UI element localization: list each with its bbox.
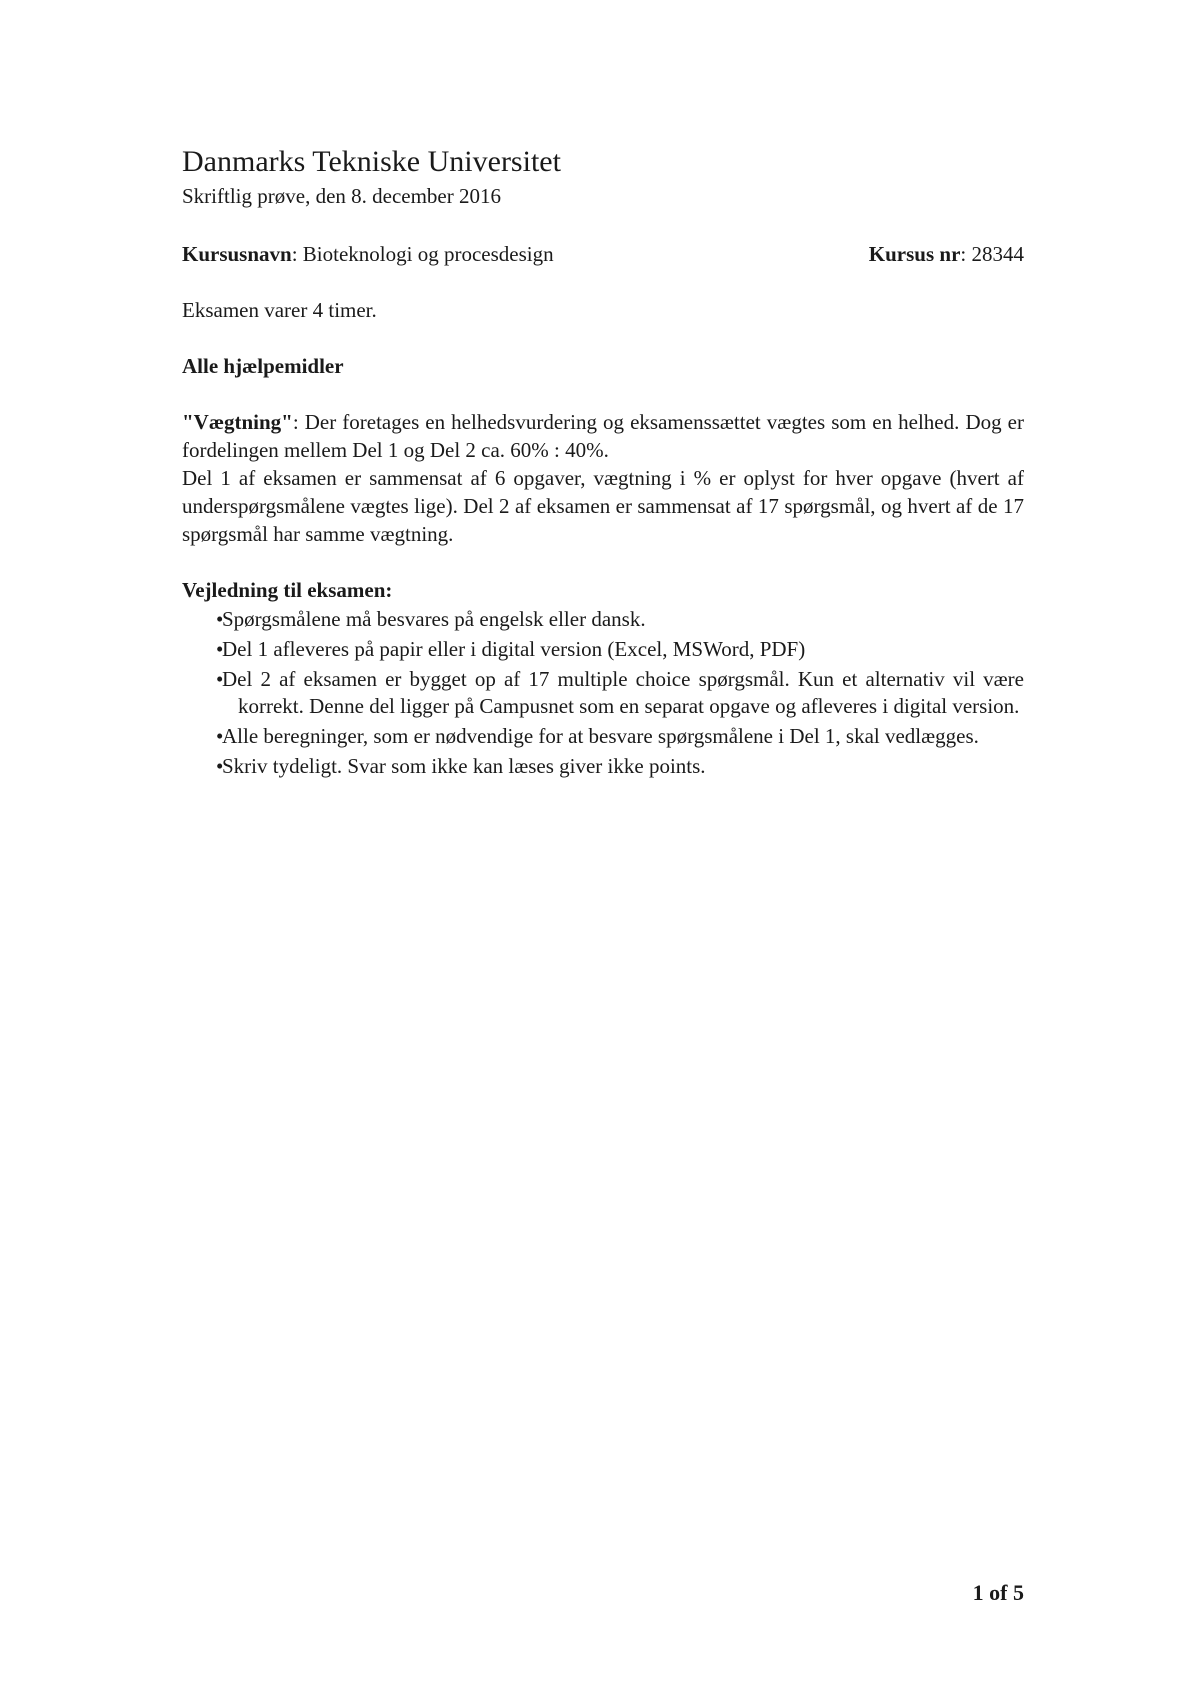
guide-item-text: Del 2 af eksamen er bygget op af 17 multiple choice spørgsmål. Kun et alternativ vil være korrekt. Denne del ligger på Campusnet som en separat opgave og afleveres i digital version. xyxy=(222,667,1024,718)
weighting-paragraph xyxy=(182,408,1024,464)
bullet-icon: • xyxy=(216,724,224,748)
weighting-section xyxy=(182,408,1024,548)
course-name xyxy=(182,240,554,268)
exam-duration: Eksamen varer 4 timer. xyxy=(182,298,377,322)
exam-cover-page xyxy=(182,142,1024,783)
bullet-icon: • xyxy=(216,607,224,631)
bullet-icon: • xyxy=(216,754,224,778)
guide-item-text: Skriv tydeligt. Svar som ikke kan læses giver ikke points. xyxy=(222,754,706,778)
university-title: Danmarks Tekniske Universitet xyxy=(182,145,561,178)
bullet-icon: • xyxy=(216,637,224,661)
course-info xyxy=(182,240,1024,268)
guide-title: Vejledning til eksamen: xyxy=(182,578,393,602)
course-number-label: Kursus nr xyxy=(868,242,961,266)
weighting-label: "Vægtning" xyxy=(182,410,293,434)
bullet-icon: • xyxy=(216,667,224,691)
weighting-text-1: : Der foretages en helhedsvurdering og eksamenssættet vægtes som en helhed. Dog er fordelingen mellem Del 1 og Del 2 ca. 60% : 40%. xyxy=(182,410,1024,462)
guide-item-text: Spørgsmålene må besvares på engelsk eller dansk. xyxy=(222,607,646,631)
guide-item xyxy=(182,666,1024,720)
allowed-aids: Alle hjælpemidler xyxy=(182,354,344,378)
course-number-value: : 28344 xyxy=(960,242,1024,266)
page-number: 1 of 5 xyxy=(972,1580,1024,1605)
course-name-label: Kursusnavn xyxy=(182,242,292,266)
guide-item xyxy=(182,753,1024,780)
exam-date: Skriftlig prøve, den 8. december 2016 xyxy=(182,184,501,208)
guide-item-text: Del 1 afleveres på papir eller i digital version (Excel, MSWord, PDF) xyxy=(222,637,806,661)
guide-list xyxy=(182,606,1024,780)
guide-item xyxy=(182,636,1024,663)
weighting-text-2: Del 1 af eksamen er sammensat af 6 opgaver, vægtning i % er oplyst for hver opgave (hvert af underspørgsmålene vægtes lige). Del 2 af eksamen er sammensat af 17 spørgsmål, og hvert af de 17 spørgsmål har samme vægtning. xyxy=(182,466,1024,546)
course-number xyxy=(869,240,1024,268)
guide-item-text: Alle beregninger, som er nødvendige for at besvare spørgsmålene i Del 1, skal vedlægges. xyxy=(222,724,979,748)
course-name-value: : Bioteknologi og procesdesign xyxy=(291,242,554,266)
guide-item xyxy=(182,723,1024,750)
guide-item xyxy=(182,606,1024,633)
